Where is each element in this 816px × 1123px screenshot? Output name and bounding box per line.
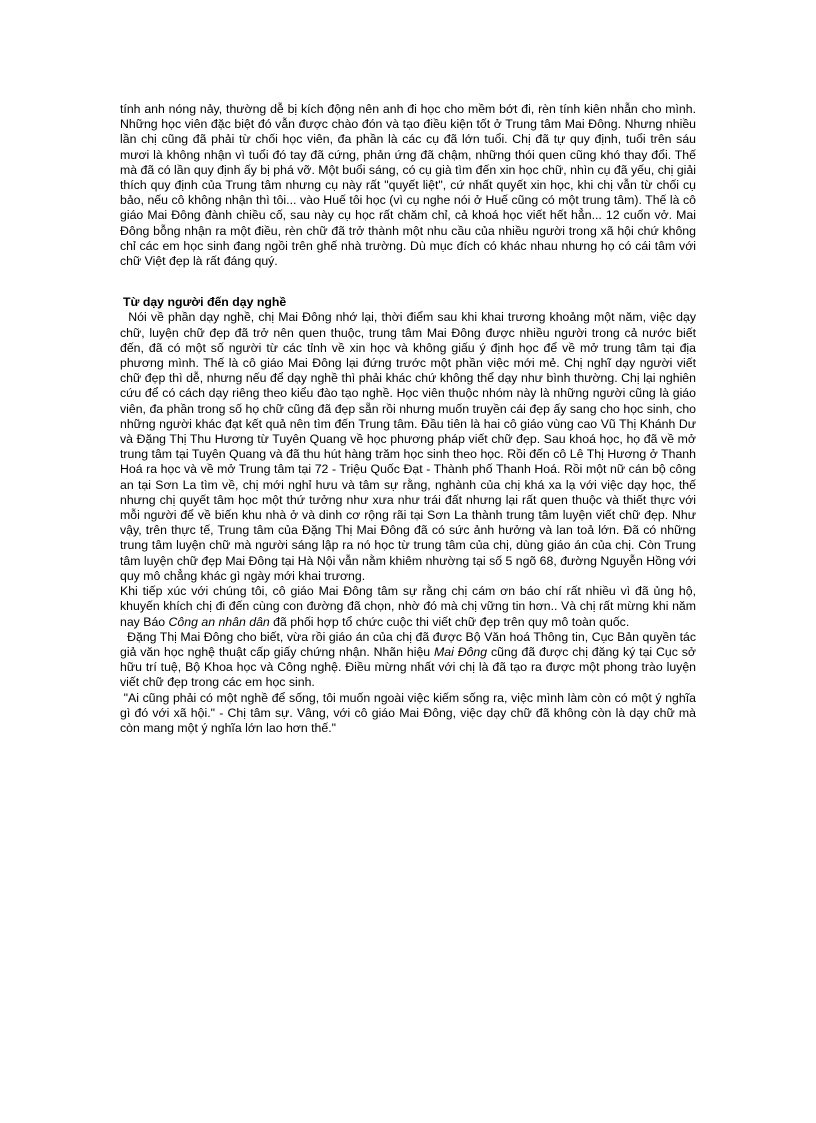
paragraph-5: "Ai cũng phải có một nghề để sống, tôi muốn ngoài việc kiếm sống ra, việc mình làm còn có một ý nghĩa gì đó với xã hội." - Chị tâm sự. Vâng, với cô giáo Mai Đông, việc dạy chữ đã không còn là dạy chữ mà còn mang một ý nghĩa lớn lao hơn thế."	[120, 690, 700, 735]
article-body	[120, 102, 700, 736]
paragraph-4-text-a: Đặng Thị Mai Đông cho biết, vừa rồi giáo án của chị đã được Bộ Văn hoá Thông tin, Cục Bản quyền tác giả văn học nghệ thuật cấp giấy chứng nhận. Nhãn hiệu	[120, 629, 700, 659]
paragraph-2: Nói về phần dạy nghề, chị Mai Đông nhớ lại, thời điểm sau khi khai trương khoảng một năm, việc dạy chữ, luyện chữ đẹp đã trở nên quen thuộc, trung tâm Mai Đông được nhiều người trong cả nước biết đến, đã có một số người từ các tỉnh về xin học và không giấu ý định học để về mở trung tâm tại địa phương mình. Thế là cô giáo Mai Đông lại đứng trước một phần việc mới mẻ. Chị nghĩ dạy người viết chữ đẹp thì dễ, nhưng nếu để dạy nghề thì phải khác chứ không thể dạy như bình thường. Chị lại nghiên cứu để có cách dạy riêng theo kiểu đào tạo nghề. Học viên thuộc nhóm này là những người cũng là giáo viên, đa phần trong số họ chữ cũng đã đẹp sẵn rồi nhưng muốn truyền cái đẹp ấy sang cho học sinh, cho những người khác đạt kết quả nên tìm đến Trung tâm. Đầu tiên là hai cô giáo vùng cao Vũ Thị Khánh Dư và Đặng Thị Thu Hương từ Tuyên Quang về học phương pháp viết chữ đẹp. Sau khoá học, họ đã về mở trung tâm tại Tuyên Quang và đã thu hút hàng trăm học sinh theo học. Rồi đến cô Lê Thị Hương ở Thanh Hoá ra học và về mở Trung tâm tại 72 - Triệu Quốc Đạt - Thành phố Thanh Hoá. Rồi một nữ cán bộ công an tại Sơn La tìm về, chị mới nghỉ hưu và tâm sự rằng, nghành của chị khá xa lạ với việc dạy học, thế nhưng chị quyết tâm học một thứ tưởng như xưa như trái đất nhưng lại rất quen thuộc và thiết thực với mỗi người để về biến khu nhà ở và dinh cơ rộng rãi tại Sơn La thành trung tâm luyện viết chữ đẹp. Như vậy, trên thực tế, Trung tâm của Đặng Thị Mai Đông đã có sức ảnh hưởng và lan toả lớn. Đã có những trung tâm luyện chữ mà người sáng lập ra nó học từ trung tâm của chị, dùng giáo án của chị. Còn Trung tâm luyện chữ đẹp Mai Đông tại Hà Nội vẫn nằm khiêm nhường tại số 5 ngõ 68, đường Nguyễn Hồng với quy mô chẳng khác gì ngày mới khai trương.	[120, 310, 700, 583]
brand-name: Mai Đông	[434, 644, 488, 659]
section-heading: Từ dạy người đến dạy nghề	[123, 295, 287, 310]
paragraph-1: tính anh nóng nảy, thường dễ bị kích động nên anh đi học cho mềm bớt đi, rèn tính kiên nhẫn cho mình. Những học viên đặc biệt đó vẫn được chào đón và tạo điều kiện tốt ở Trung tâm Mai Đông. Nhưng nhiều lần chị cũng đã phải từ chối học viên, đa phần là các cụ đã lớn tuổi. Chị đã tự quy định, tuổi trên sáu mươi là không nhận vì tuổi đó tay đã cứng, phản ứng đã chậm, những thói quen cũng khó thay đổi. Thế mà đã có lần quy định ấy bị phá vỡ. Một buổi sáng, có cụ già tìm đến xin học chữ, nhìn cụ đã yếu, chị giải thích quy định của Trung tâm nhưng cụ này rất "quyết liệt", cứ nhất quyết xin học, khi chị vẫn từ chối cụ bảo, nếu cô không nhận thì tôi... vào Huế tôi học (vì cụ nghe nói ở Huế cũng có một trung tâm). Thế là cô giáo Mai Đông đành chiều cố, sau này cụ học rất chăm chỉ, cả khoá học viết hết hẳn... 12 cuốn vở. Mai Đông bỗng nhận ra một điều, rèn chữ đã trở thành một nhu cầu của nhiều người trong xã hội chứ không chỉ các em học sinh đang ngồi trên ghế nhà trường. Dù mục đích có khác nhau nhưng họ có cái tâm với chữ Việt đẹp là rất đáng quý.	[120, 102, 696, 269]
paragraph-4-text-b: cũng đã được chị đăng ký tại Cục sở hữu trí tuệ, Bộ Khoa học và Công nghệ. Điều mừng nhất với chị là đã tạo ra được một phong trào luyện viết chữ đẹp trong các em học sinh.	[120, 644, 700, 690]
paragraph-3-text-b: đã phối hợp tổ chức cuộc thi viết chữ đẹp trên quy mô toàn quốc.	[269, 614, 630, 629]
paragraph-3	[120, 584, 696, 630]
paragraph-4	[120, 629, 700, 691]
paragraph-3-text-a: Khi tiếp xúc với chúng tôi, cô giáo Mai Đông tâm sự rằng chị cám ơn báo chí rất nhiều vì đã ủng hộ, khuyến khích chị đi đến cùng con đường đã chọn, nhờ đó mà chị vững tin hơn.. Và chị rất mừng khi năm nay Báo	[120, 584, 696, 629]
newspaper-name: Công an nhân dân	[168, 614, 270, 629]
